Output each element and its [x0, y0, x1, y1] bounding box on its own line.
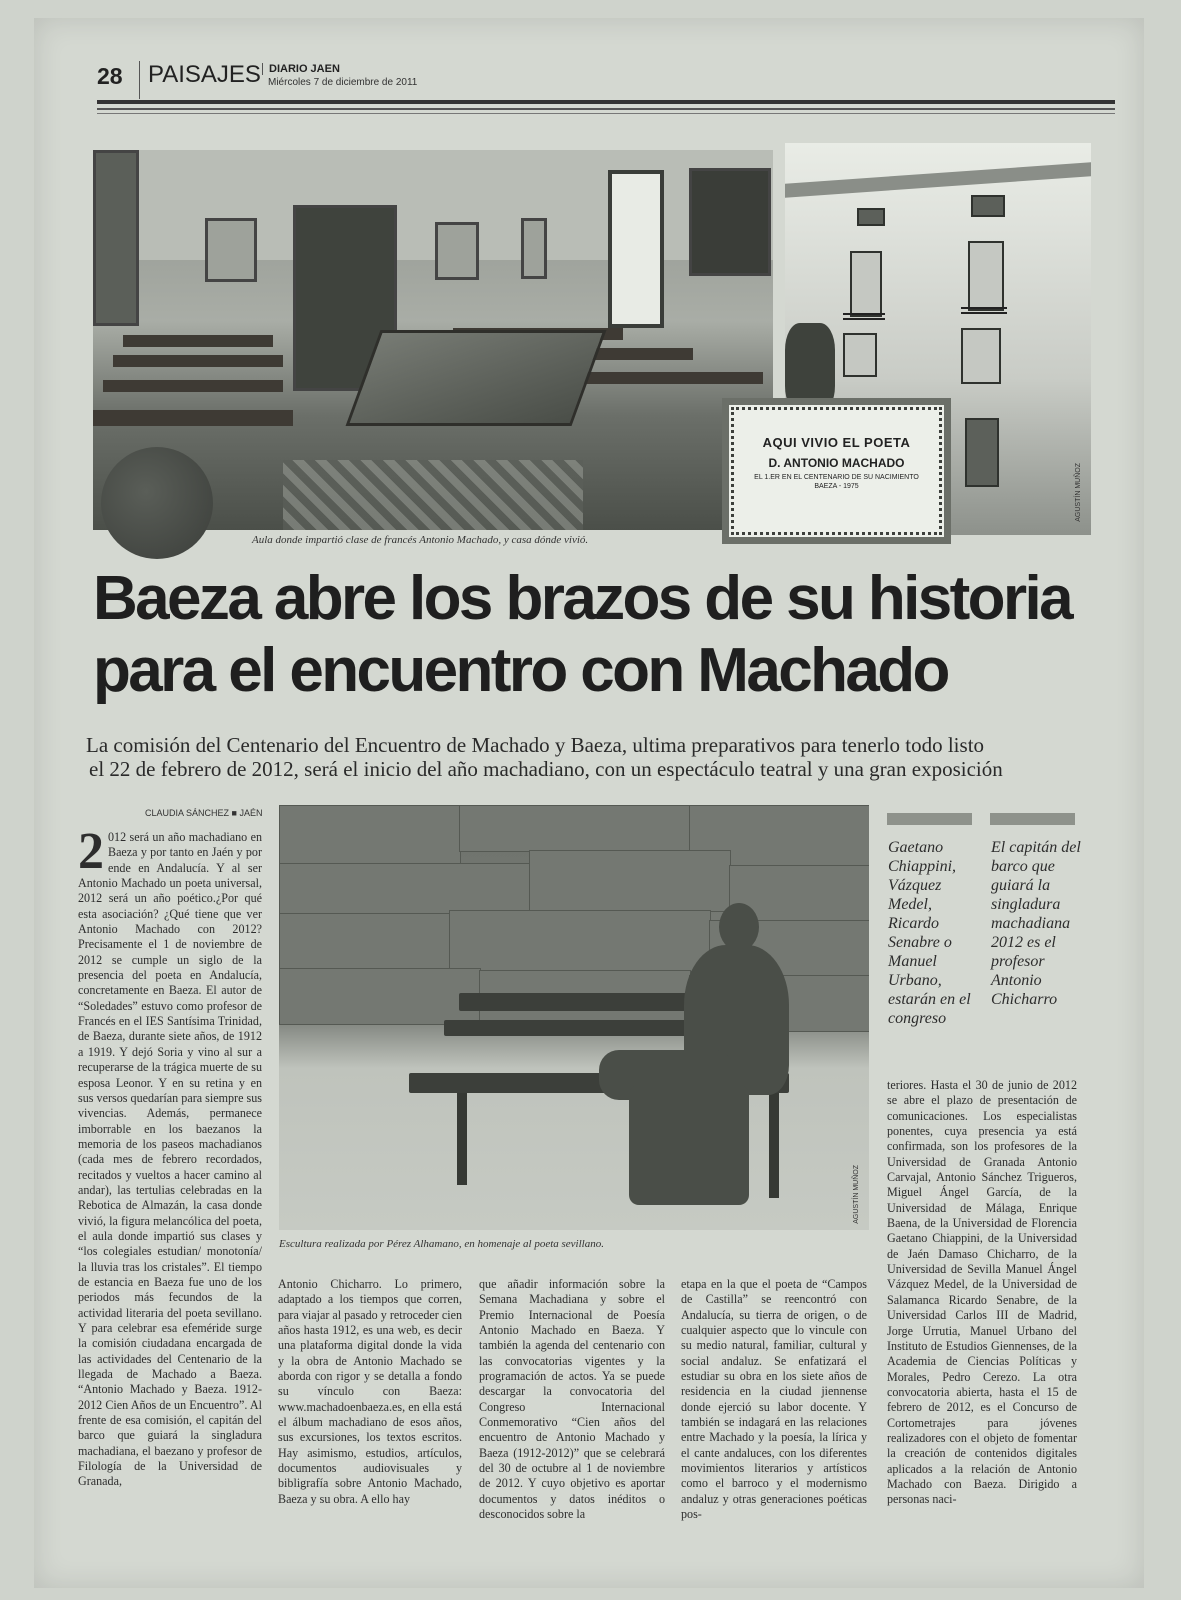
stone-block	[279, 913, 451, 970]
desk	[123, 335, 273, 347]
statue-head	[719, 903, 759, 951]
wall	[93, 150, 773, 260]
bench-leg	[769, 1093, 779, 1198]
header-rule	[97, 100, 1115, 104]
botanical-print	[521, 218, 547, 279]
column-text: que añadir información sobre la Semana Machadiana y sobre el Premio Internacional de Poesía Antonio Machado en Baeza. Y también la agenda del centenario con las convocatorias vigentes y la programación de actos. Ya se puede descargar la convocatoria del Congreso Internacional Conmemorativo “Cien años del encuentro de Antonio Machado y Baeza (1912-2012)” que se celebrará del 30 de octubre al 1 de noviembre de 2012. Y cuyo objetivo es aportar documentos y datos inéditos o desconocidos sobre la	[479, 1277, 665, 1522]
page-header	[97, 60, 1115, 100]
roof	[785, 162, 1091, 197]
desk	[93, 410, 293, 426]
decorative-disc	[101, 447, 213, 559]
stone-block	[279, 805, 461, 865]
window	[857, 208, 885, 226]
article-column-2	[278, 1277, 462, 1507]
subhead-line: el 22 de febrero de 2012, será el inicio del año machadiano, con un espectáculo teatral y una gran exposición	[89, 757, 1003, 781]
window	[608, 170, 664, 328]
stone-block	[459, 805, 691, 852]
desk	[113, 355, 283, 367]
statue-photo	[279, 805, 869, 1230]
pullquote-bar	[887, 813, 972, 825]
stone-block	[279, 863, 531, 915]
headline	[93, 563, 1093, 707]
plaque-line: BAEZA - 1975	[814, 483, 859, 490]
subhead-line: La comisión del Centenario del Encuentro de Machado y Baeza, ultima preparativos para tenerlo todo listo	[86, 733, 985, 757]
newspaper-name: DIARIO JAEN	[262, 63, 340, 75]
byline: CLAUDIA SÁNCHEZ ■ JAÉN	[145, 808, 263, 818]
photo-credit: AGUSTÍN MUÑOZ	[1075, 463, 1082, 522]
pullquote-bar	[990, 813, 1075, 825]
pullquote: Gaetano Chiappini, Vázquez Medel, Ricardo Senabre o Manuel Urbano, estarán en el congreso	[888, 839, 971, 1027]
header-rule	[97, 108, 1115, 110]
stone-block	[449, 910, 711, 972]
photo-credit: AGUSTÍN MUÑOZ	[853, 1165, 860, 1224]
botanical-print	[435, 222, 479, 280]
column-text: Antonio Chicharro. Lo primero, adaptado a los tiempos que corren, para viajar al pasado y retroceder cien años hasta 1912, es una web, es decir una plataforma digital donde la vida y la obra de Antonio Machado se aborda con rigor y se detalla a fondo su vínculo con Baeza: www.machadoenbaeza.es, en ella está el álbum machadiano de esos años, sus excursiones, los textos escritos. Hay asimismo, estudios, artículos, documentos audiovisuales y bibligrafía sobre Antonio Machado, Baeza y su obra. A ello hay	[278, 1277, 462, 1506]
column-text: teriores. Hasta el 30 de junio de 2012 se abre el plazo de presentación de comunicaciones. Los especialistas ponentes, cuya presencia ya está confirmada, son los profesores de la Universidad de Granada Antonio Carvajal, Antonio Sánchez Trigueros, Miguel Ángel García, de la Universidad de Málaga, Enrique Baena, de la Universidad de Florencia Gaetano Chiappini, de la Universidad de Jaén Damaso Chicharro, de la Universidad de Sevilla Manuel Ángel Vázquez Medel, de la Universidad de Salamanca Ricardo Senabre, de la Universidad Carlos III de Madrid, Jorge Urrutia, Manuel Urbano del Instituto de Estudios Giennenses, de la Academia de Ciencias Políticas y Morales, Pedro Cerezo. La otra convocatoria abierta, hasta el 15 de febrero de 2012, es el Concurso de Cortometrajes para jóvenes realizadores con el objeto de fomentar la creación de contenidos digitales aplicados a la relación de Antonio Machado con Baeza. Dirigido a personas naci-	[887, 1078, 1077, 1507]
publication-date: Miércoles 7 de diciembre de 2011	[268, 77, 418, 88]
tiled-floor	[283, 460, 583, 530]
balcony	[961, 307, 1007, 314]
article-column-4	[681, 1277, 867, 1523]
door	[93, 150, 139, 326]
shuttered-window	[961, 328, 1001, 384]
balcony	[843, 313, 885, 320]
stone-block	[279, 968, 481, 1025]
portrait-frame	[689, 168, 771, 276]
headline-line: Baeza abre los brazos de su historia	[93, 564, 1071, 633]
pullquote: El capitán del barco que guiará la singladura machadiana 2012 es el profesor Antonio Chicharro	[991, 839, 1081, 1008]
plaque-line: AQUI VIVIO EL POETA	[762, 435, 911, 450]
article-column-1	[78, 823, 262, 1490]
plaque-line: EL 1.ER EN EL CENTENARIO DE SU NACIMIENTO	[754, 474, 919, 481]
display-case	[346, 330, 607, 426]
bench-leg	[457, 1093, 467, 1185]
statue-legs	[629, 1085, 749, 1205]
subheadline	[86, 733, 1096, 781]
article-column-3	[479, 1277, 665, 1523]
headline-line: para el encuentro con Machado	[93, 636, 948, 705]
column-text: etapa en la que el poeta de “Campos de Castilla” se reencontró con Andalucía, su tierra de origen, o de cualquier aspecto que lo vincule con su medio natural, familiar, cultural y social andaluz. Se enfatizará el estudiar su obra en los siete años de residencia en la ciudad jiennense donde ejerció su labor docente. Y también se indagará en las relaciones entre Machado y la poesía, la lírica y el cante andaluces, con los diferentes movimientos literarios y artísticos como el barroco y el modernismo andaluz y otras generaciones poéticas pos-	[681, 1277, 867, 1522]
stone-block	[529, 850, 731, 912]
botanical-print	[205, 218, 257, 282]
commemorative-plaque	[722, 398, 951, 544]
desk	[103, 380, 283, 392]
shuttered-window	[850, 251, 882, 317]
photo-caption: Aula donde impartió clase de francés Antonio Machado, y casa dónde vivió.	[252, 534, 589, 546]
photo-caption: Escultura realizada por Pérez Alhamano, en homenaje al poeta sevillano.	[279, 1238, 604, 1250]
doorway	[965, 418, 999, 487]
header-rule	[97, 113, 1115, 114]
shuttered-window	[968, 241, 1004, 311]
drop-cap: 2	[78, 823, 104, 880]
article-column-5	[887, 1078, 1077, 1508]
shuttered-window	[843, 333, 877, 377]
plaque-line: D. ANTONIO MACHADO	[768, 456, 905, 470]
section-title: PAISAJES	[139, 61, 261, 99]
window	[971, 195, 1005, 217]
column-text: 012 será un año machadiano en Baeza y por tanto en Jaén y por ende en Andalucía. Y al ser Antonio Machado un poeta universal, 2012 será un año poético.¿Por qué esta asociación? ¿Qué tiene que ver Antonio Machado con 2012? Precisamente el 1 de noviembre de 2012 se cumple un siglo de la presencia del poeta en Andalucía, concretamente en Baeza. El autor de “Soledades” estuvo como profesor de Francés en el IES Santísima Trinidad, de Baeza, durante siete años, de 1912 a 1919. Y dejó Soria y vino al sur a recuperarse de la trágica muerte de su esposa Leonor. Y en su retina y en sus versos quedarían para siempre sus vivencias. Además, permanece imborrable en los baezanos la memoria de los paseos machadianos (cada mes de febrero recordados, recitados y vueltos a hacer camino al andar), las tertulias celebradas en la Rebotica de Almazán, la casa donde vivió, la figura melancólica del poeta, el aula donde impartió sus clases y “los colegiales estudian/ monotonía/ la lluvia tras los cristales”. El tiempo de estancia en Baeza fue uno de los periodos más fecundos de la actividad literaria del poeta sevillano. Y para celebrar esa efeméride surge la comisión ciudadana encargada de las actividades del Centenario de la llegada de Machado a Baeza. “Antonio Machado y Baeza. 1912-2012 Cien Años de un Encuentro”. Al frente de esa comisión, el capitán del barco que guiará la singladura machadiana, el baezano y profesor de Filología de la Universidad de Granada,	[78, 830, 262, 1489]
page-number: 28	[97, 63, 123, 89]
